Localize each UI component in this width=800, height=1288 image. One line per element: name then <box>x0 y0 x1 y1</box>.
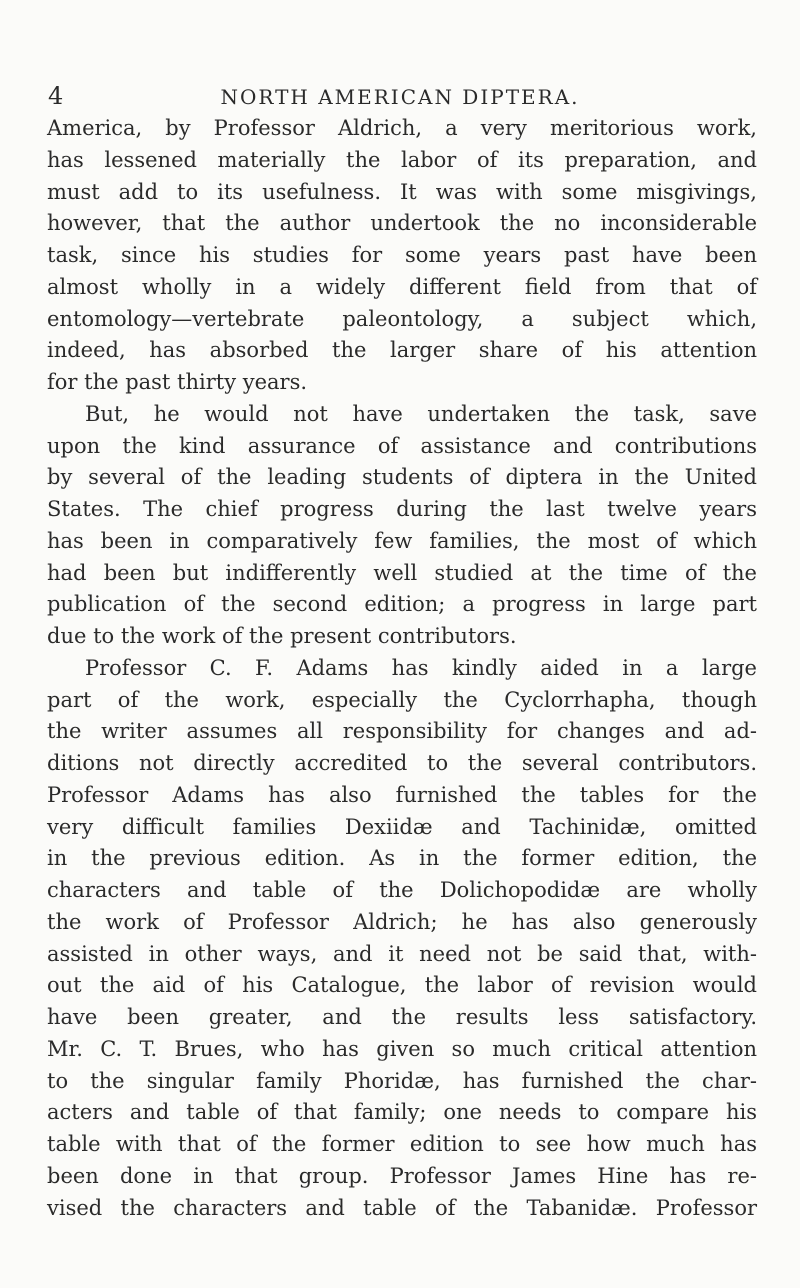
text-line: the writer assumes all responsibility for changes and ad- <box>47 719 757 744</box>
text-line: for the past thirty years. <box>47 370 308 394</box>
text-line: ditions not directly accredited to the several contributors. <box>47 751 757 775</box>
running-head <box>0 80 800 110</box>
text-line: very difficult families Dexiidæ and Tachinidæ, omitted <box>47 814 757 839</box>
text-line: characters and table of the Dolichopodidæ are wholly <box>47 878 757 902</box>
text-line: out the aid of his Catalogue, the labor of revision would <box>47 973 757 998</box>
running-title: NORTH AMERICAN DIPTERA. <box>220 85 580 109</box>
text-line: due to the work of the present contributors. <box>47 624 517 648</box>
text-line: States. The chief progress during the last twelve years <box>47 497 757 521</box>
text-line: in the previous edition. As in the former edition, the <box>47 846 757 871</box>
text-line: by several of the leading students of diptera in the United <box>47 465 757 490</box>
text-line: vised the characters and table of the Tabanidæ. Professor <box>47 1195 757 1220</box>
text-line: indeed, has absorbed the larger share of his attention <box>47 338 757 363</box>
text-line: table with that of the former edition to see how much has <box>47 1132 757 1156</box>
text-line: Mr. C. T. Brues, who has given so much critical attention <box>47 1036 757 1061</box>
text-line: publication of the second edition; a progress in large part <box>47 592 757 617</box>
text-line: however, that the author undertook the no inconsiderable <box>47 211 757 236</box>
text-line: been done in that group. Professor James Hine has re- <box>47 1163 757 1188</box>
text-line: acters and table of that family; one needs to compare his <box>47 1100 757 1125</box>
text-line: have been greater, and the results less satisfactory. <box>47 1005 757 1029</box>
text-line: task, since his studies for some years past have been <box>47 243 757 267</box>
paragraph-start-line: Professor C. F. Adams has kindly aided in a large <box>85 655 757 680</box>
body-text <box>47 113 757 1224</box>
text-line: the work of Professor Aldrich; he has also generously <box>47 909 757 934</box>
text-line: part of the work, especially the Cyclorrhapha, though <box>47 687 757 712</box>
paragraph-start-line: But, he would not have undertaken the task, save <box>85 401 757 426</box>
text-line: has been in comparatively few families, the most of which <box>47 528 757 553</box>
text-line: almost wholly in a widely different field from that of <box>47 274 757 299</box>
text-line: assisted in other ways, and it need not be said that, with- <box>47 941 757 966</box>
text-line: has lessened materially the labor of its preparation, and <box>47 147 757 172</box>
text-line: entomology—vertebrate paleontology, a subject which, <box>47 306 757 331</box>
text-line: must add to its usefulness. It was with some misgivings, <box>47 179 757 204</box>
text-line: Professor Adams has also furnished the tables for the <box>47 782 757 807</box>
text-line: to the singular family Phoridæ, has furnished the char- <box>47 1068 757 1093</box>
text-line: upon the kind assurance of assistance and contributions <box>47 433 757 458</box>
page-number: 4 <box>48 82 64 110</box>
text-line: had been but indifferently well studied at the time of the <box>47 560 757 585</box>
text-line: America, by Professor Aldrich, a very meritorious work, <box>47 116 757 140</box>
